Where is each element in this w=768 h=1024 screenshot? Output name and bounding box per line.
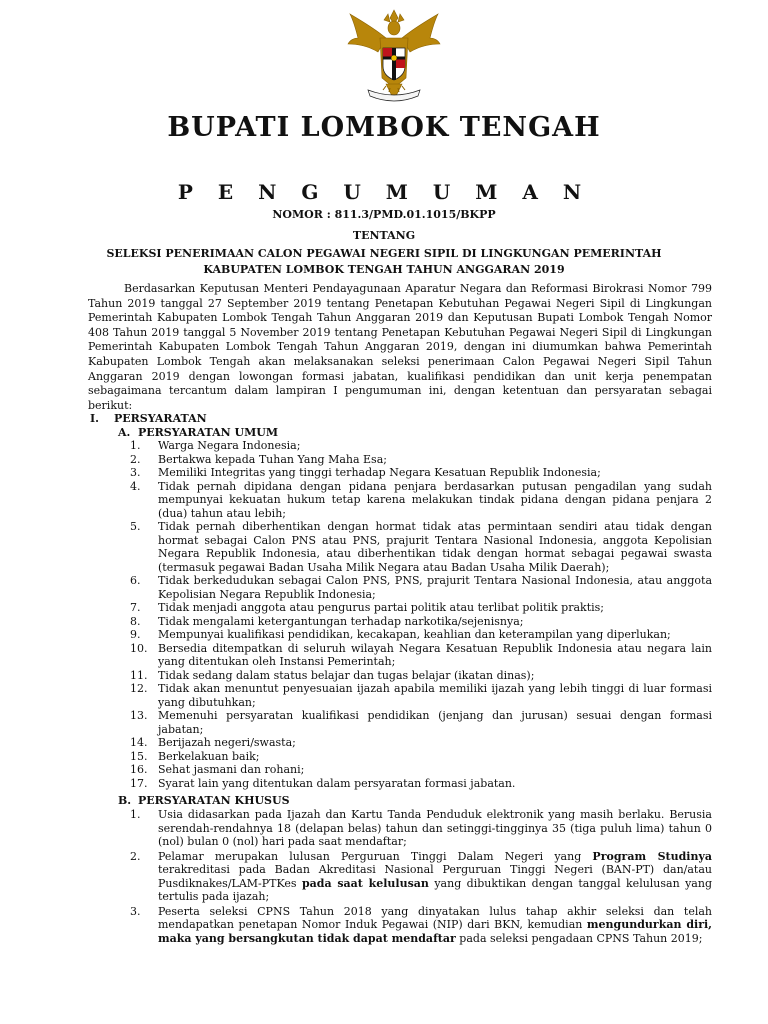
item-number: 7. — [130, 601, 141, 614]
item-number: 1. — [130, 808, 141, 821]
item-text: Sehat jasmani dan rohani; — [158, 763, 305, 776]
section-heading — [90, 412, 207, 425]
item-text-bold: Program Studinya — [592, 849, 712, 863]
list-item — [130, 905, 712, 946]
announcement-title: P E N G U M U M A N — [177, 180, 591, 204]
subsection-heading-special — [118, 794, 290, 807]
subsection-letter: B. — [118, 794, 132, 807]
item-text: pada seleksi pengadaan CPNS Tahun 2019; — [455, 931, 703, 945]
item-text: Memenuhi persyaratan kualifikasi pendidikan (jenjang dan jurusan) sesuai dengan formasi jabatan; — [158, 709, 712, 736]
list-item — [130, 850, 712, 904]
list-item — [130, 682, 712, 709]
item-text: Memiliki Integritas yang tinggi terhadap Negara Kesatuan Republik Indonesia; — [158, 466, 601, 479]
list-item — [130, 520, 712, 574]
list-item — [130, 709, 712, 736]
item-number: 15. — [130, 749, 148, 763]
section-title: PERSYARATAN — [114, 412, 207, 425]
subsection-title: PERSYARATAN KHUSUS — [138, 794, 290, 807]
regent-title: BUPATI LOMBOK TENGAH — [167, 112, 601, 143]
item-number: 14. — [130, 736, 148, 749]
item-number: 12. — [130, 682, 148, 695]
item-text: Tidak berkedudukan sebagai Calon PNS, PNS, prajurit Tentara Nasional Indonesia, atau anggota Kepolisian Negara Republik Indonesia; — [158, 574, 712, 601]
item-number: 3. — [130, 466, 141, 479]
announcement-subject — [0, 246, 768, 278]
list-item — [130, 466, 712, 480]
item-text: Bersedia ditempatkan di seluruh wilayah Negara Kesatuan Republik Indonesia atau negara lain yang ditentukan oleh Instansi Pemerintah; — [158, 641, 712, 668]
subsection-letter: A. — [118, 426, 131, 439]
item-text: Peserta seleksi CPNS Tahun 2018 yang dinyatakan lulus tahap akhir seleksi dan telah mendapatkan penetapan Nomor Induk Pegawai (NIP) dari BKN, kemudian — [158, 904, 712, 931]
item-number: 13. — [130, 709, 148, 722]
item-text: Tidak akan menuntut penyesuaian ijazah apabila memiliki ijazah yang lebih tinggi di luar formasi yang dibutuhkan; — [158, 682, 712, 709]
list-item — [130, 763, 712, 777]
list-item — [130, 736, 712, 750]
list-item — [130, 628, 712, 642]
announcement-about: TENTANG — [352, 229, 416, 242]
item-text: Tidak mengalami ketergantungan terhadap narkotika/sejenisnya; — [158, 614, 524, 628]
list-item — [130, 601, 712, 615]
item-number: 2. — [130, 452, 141, 466]
item-number: 9. — [130, 628, 141, 641]
item-text: Warga Negara Indonesia; — [158, 439, 301, 452]
list-item — [130, 669, 712, 683]
intro-text: Berdasarkan Keputusan Menteri Pendayagunaan Aparatur Negara dan Reformasi Birokrasi Nomor 799 Tahun 2019 tanggal 27 September 2019 tentang Penetapan Kebutuhan Pegawai Negeri Sipil di Lingkungan Pemerintah Kabupaten Lombok Tengah Tahun Anggaran 2019 dan Keputusan Bupati Lombok Tengah Nomor 408 Tahun 2019 tanggal 5 November 2019 tentang Penetapan Kebutuhan Pegawai Negeri Sipil di Lingkungan Pemerintah Kabupaten Lombok Tengah Tahun Anggaran 2019, dengan ini diumumkan bahwa Pemerintah Kabupaten Lombok Tengah akan melaksanakan seleksi penerimaan Calon Pegawai Negeri Sipil Tahun Anggaran 2019 dengan lowongan formasi jabatan, kualifikasi pendidikan dan unit kerja penempatan sebagaimana tercantum dalam lampiran I pengumuman ini, dengan ketentuan dan persyaratan sebagai berikut: — [88, 282, 712, 412]
general-requirements-list — [130, 439, 712, 790]
item-text: Tidak menjadi anggota atau pengurus partai politik atau terlibat politik praktis; — [158, 601, 604, 614]
item-text: terakreditasi pada Badan Akreditasi Nasional Perguruan Tinggi Negeri (BAN-PT) dan/atau Pusdiknakes/LAM-PTKes — [158, 863, 712, 890]
item-number: 11. — [130, 668, 148, 682]
item-text: Syarat lain yang ditentukan dalam persyaratan formasi jabatan. — [158, 776, 516, 790]
special-requirements-list — [130, 808, 712, 946]
item-number: 8. — [130, 614, 141, 628]
list-item — [130, 808, 712, 849]
subsection-title: PERSYARATAN UMUM — [138, 426, 279, 439]
list-item — [130, 480, 712, 521]
item-text: Mempunyai kualifikasi pendidikan, kecakapan, keahlian dan keterampilan yang diperlukan; — [158, 628, 671, 641]
list-item — [130, 574, 712, 601]
intro-paragraph — [88, 282, 712, 413]
item-text: Berijazah negeri/swasta; — [158, 736, 296, 749]
item-text: yang dibuktikan dengan tanggal kelulusan yang tertulis pada ijazah; — [158, 876, 712, 903]
item-number: 17. — [130, 776, 148, 790]
item-number: 5. — [130, 520, 141, 533]
list-item — [130, 642, 712, 669]
item-number: 4. — [130, 479, 141, 493]
list-item — [130, 615, 712, 629]
item-number: 10. — [130, 641, 148, 655]
section-number: I. — [90, 412, 99, 425]
subsection-heading-general — [118, 426, 278, 439]
subject-line-1: SELEKSI PENERIMAAN CALON PEGAWAI NEGERI SIPIL DI LINGKUNGAN PEMERINTAH — [106, 247, 662, 260]
item-text-bold: pada saat kelulusan — [301, 876, 429, 890]
item-number: 6. — [130, 574, 141, 587]
item-text: Berkelakuan baik; — [158, 749, 260, 763]
item-text: Tidak pernah dipidana dengan pidana penjara berdasarkan putusan pengadilan yang sudah mempunyai kekuatan hukum tetap karena melakukan tindak pidana dengan pidana penjara 2 (dua) tahun atau lebih; — [158, 479, 712, 520]
item-number: 2. — [130, 849, 141, 863]
item-text: Tidak sedang dalam status belajar dan tugas belajar (ikatan dinas); — [158, 668, 535, 682]
announcement-number: NOMOR : 811.3/PMD.01.1015/BKPP — [272, 208, 496, 221]
list-item — [130, 777, 712, 791]
item-text: Pelamar merupakan lulusan Perguruan Tinggi Dalam Negeri yang — [158, 849, 593, 863]
item-text: Tidak pernah diberhentikan dengan hormat tidak atas permintaan sendiri atau tidak dengan hormat sebagai Calon PNS atau PNS, prajurit Tentara Nasional Indonesia, anggota Kepolisian Negara Republik Indonesia, atau diberhentikan tidak dengan hormat sebagai pegawai swasta (termasuk pegawai Badan Usaha Milik Negara atau Badan Usaha Milik Daerah); — [158, 520, 712, 574]
list-item — [130, 750, 712, 764]
item-text: Usia didasarkan pada Ijazah dan Kartu Tanda Penduduk elektronik yang masih berlaku. Berusia serendah-rendahnya 18 (delapan belas) tahun dan setinggi-tingginya 35 (tiga puluh lima) tahun 0 (nol) bulan 0 (nol) hari pada saat mendaftar; — [158, 808, 712, 848]
subject-line-2: KABUPATEN LOMBOK TENGAH TAHUN ANGGARAN 2019 — [203, 263, 565, 276]
item-text: Bertakwa kepada Tuhan Yang Maha Esa; — [158, 452, 387, 466]
item-number: 1. — [130, 439, 141, 452]
list-item — [130, 453, 712, 467]
item-text-bold: mengundurkan diri, maka yang bersangkutan tidak dapat mendaftar — [158, 918, 712, 945]
item-number: 3. — [130, 904, 141, 918]
list-item — [130, 439, 712, 453]
item-number: 16. — [130, 763, 148, 776]
garuda-pancasila-emblem-icon — [346, 8, 442, 108]
